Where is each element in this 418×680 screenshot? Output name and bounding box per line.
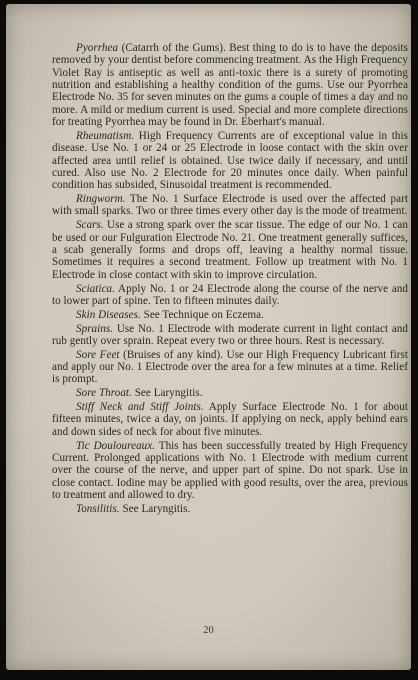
entry-skin-diseases — [52, 309, 408, 321]
entry-term: Rheumatism. — [76, 129, 135, 142]
entry-term: Tic Douloureaux. — [76, 439, 156, 452]
entry-text: Apply No. 1 or 24 Electrode along the course of the nerve and to lower part of spine. Ten to fifteen minutes daily. — [52, 282, 408, 307]
entry-text: See Laryngitis. — [119, 502, 191, 515]
entry-tic-douloureaux — [52, 440, 408, 502]
entry-term: Sciatica. — [76, 282, 115, 295]
entry-text: (Catarrh of the Gums). Best thing to do is to have the deposits removed by your dentist before commencing treatment. As the High Frequency Violet Ray is antiseptic as well as anti-toxic there is a surety of promoting nutrition and establishing a healthy condition of the gums. Use our Pyorrhea Electrode No. 35 for seven minutes on the gums a couple of times a day and no more. A mild or medium current is used. Special and more complete directions for treating Pyorrhea may be found in Dr. Eberhart's manual. — [52, 42, 408, 129]
entry-text: The No. 1 Surface Electrode is used over the affected part with small sparks. Two or three times every other day is the mode of treatment. — [52, 193, 408, 218]
entry-term: Sore Throat. — [76, 387, 132, 400]
body-text — [52, 42, 408, 517]
entry-sore-feet — [52, 349, 408, 386]
entry-term: Skin Diseases. — [76, 308, 141, 321]
entry-text: Apply Surface Electrode No. 1 for about fifteen minutes, twice a day, on joints. If applying on neck, apply behind ears and down sides of neck for about five minutes. — [52, 401, 408, 438]
entry-text: See Laryngitis. — [131, 387, 203, 400]
entry-sprains — [52, 323, 408, 348]
entry-term: Sore Feet — [76, 348, 120, 361]
entry-text: See Technique on Eczema. — [140, 308, 264, 321]
entry-text: Use No. 1 Electrode with moderate current in light contact and rub gently over sprain. Repeat every two or three hours. Rest is necessary. — [52, 322, 408, 347]
entry-sore-throat — [52, 387, 408, 399]
entry-term: Tonsilitis. — [76, 502, 120, 515]
entry-text: (Bruises of any kind). Use our High Frequency Lubricant first and apply our No. 1 Electrode over the area for a few minutes at a time. Relief is prompt. — [52, 348, 408, 386]
entry-ringworm — [52, 193, 408, 218]
entry-text: High Frequency Currents are of exceptional value in this disease. Use No. 1 or 24 or 25 Electrode in loose contact with the skin over affected area until relief is obtained. Use twice daily if necessary, and until cured. Also use No. 2 Electrode for 20 minutes once daily. When painful condition has subsided, Sinusoidal treatment is recommended. — [52, 129, 408, 192]
entry-pyorrhea — [52, 42, 408, 128]
entry-term: Scars. — [76, 219, 104, 232]
entry-text: This has been successfully treated by High Frequency Current. Prolonged applications with No. 1 Electrode with medium current over the course of the nerve, and upper part of spine. Do not spark. Use in close contact. Iodine may be applied with good results, over the area, previous to treatment and allowed to dry. — [52, 439, 409, 502]
entry-term: Stiff Neck and Stiff Joints. — [76, 401, 204, 414]
entry-tonsilitis — [52, 503, 408, 515]
page-number: 20 — [203, 625, 214, 636]
book-page — [6, 4, 411, 670]
entry-term: Ringworm. — [76, 193, 126, 206]
entry-stiff-neck — [52, 401, 408, 438]
entry-text: Use a strong spark over the scar tissue. The edge of our No. 1 can be used or our Fulguration Electrode No. 21. One treatment generally suffices, a scab generally forms and drops off, leaving a healthy normal tissue. Sometimes it requires a second treatment. Follow up treatment with No. 1 Electrode in close contact with skin to improve circulation. — [52, 219, 408, 281]
entry-scars — [52, 219, 408, 281]
entry-term: Pyorrhea — [76, 42, 119, 54]
entry-rheumatism — [52, 130, 408, 192]
entry-sciatica — [52, 283, 408, 308]
entry-term: Sprains. — [76, 322, 114, 335]
